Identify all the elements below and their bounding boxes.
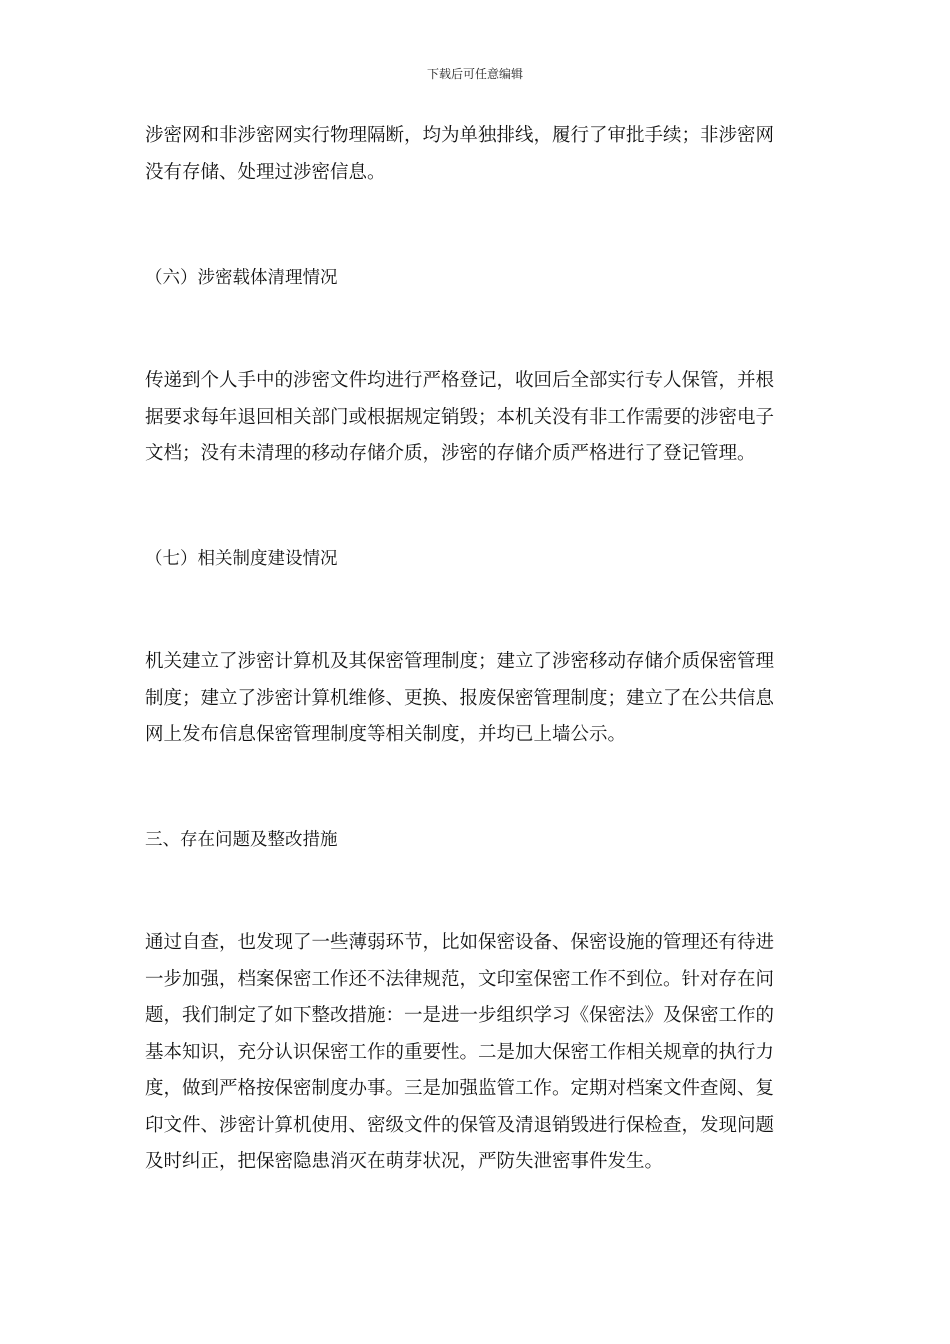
paragraph-carrier-cleanup xyxy=(145,363,807,473)
paragraph-system-building xyxy=(145,644,807,754)
paragraph-line: 文档；没有未清理的移动存储介质，涉密的存储介质严格进行了登记管理。 xyxy=(145,443,756,464)
paragraph-line: 一步加强，档案保密工作还不法律规范，文印室保密工作不到位。针对存在问 xyxy=(145,968,775,990)
paragraph-line: 没有存储、处理过涉密信息。 xyxy=(145,161,386,183)
paragraph-line: 制度；建立了涉密计算机维修、更换、报废保密管理制度；建立了在公共信息 xyxy=(145,687,775,709)
paragraph-line: 涉密网和非涉密网实行物理隔断，均为单独排线，履行了审批手续；非涉密网 xyxy=(145,125,775,146)
paragraph-line: 基本知识，充分认识保密工作的重要性。二是加大保密工作相关规章的执行力 xyxy=(145,1041,775,1063)
paragraph-line: 据要求每年退回相关部门或根据规定销毁；本机关没有非工作需要的涉密电子 xyxy=(145,406,775,428)
page-header: 下载后可任意编辑 xyxy=(426,67,523,81)
paragraph-line: 度，做到严格按保密制度办事。三是加强监管工作。定期对档案文件查阅、复 xyxy=(145,1078,775,1099)
paragraph-network-isolation xyxy=(145,118,807,191)
paragraph-line: 题，我们制定了如下整改措施：一是进一步组织学习《保密法》及保密工作的 xyxy=(145,1005,775,1026)
paragraph-problems-rectification xyxy=(145,925,807,1181)
section-heading-carrier-cleanup: （六）涉密载体清理情况 xyxy=(145,268,338,288)
paragraph-line: 通过自查，也发现了一些薄弱环节，比如保密设备、保密设施的管理还有待进 xyxy=(145,932,775,953)
paragraph-line: 传递到个人手中的涉密文件均进行严格登记，收回后全部实行专人保管，并根 xyxy=(145,370,775,391)
paragraph-line: 机关建立了涉密计算机及其保密管理制度；建立了涉密移动存储介质保密管理 xyxy=(145,651,775,672)
paragraph-line: 印文件、涉密计算机使用、密级文件的保管及清退销毁进行保检查，发现问题 xyxy=(145,1114,775,1136)
paragraph-line: 网上发布信息保密管理制度等相关制度，并均已上墙公示。 xyxy=(145,724,627,745)
section-heading-problems-rectification: 三、存在问题及整改措施 xyxy=(145,830,338,850)
section-heading-system-building: （七）相关制度建设情况 xyxy=(145,549,338,569)
paragraph-line: 及时纠正，把保密隐患消灭在萌芽状况，严防失泄密事件发生。 xyxy=(145,1151,664,1172)
